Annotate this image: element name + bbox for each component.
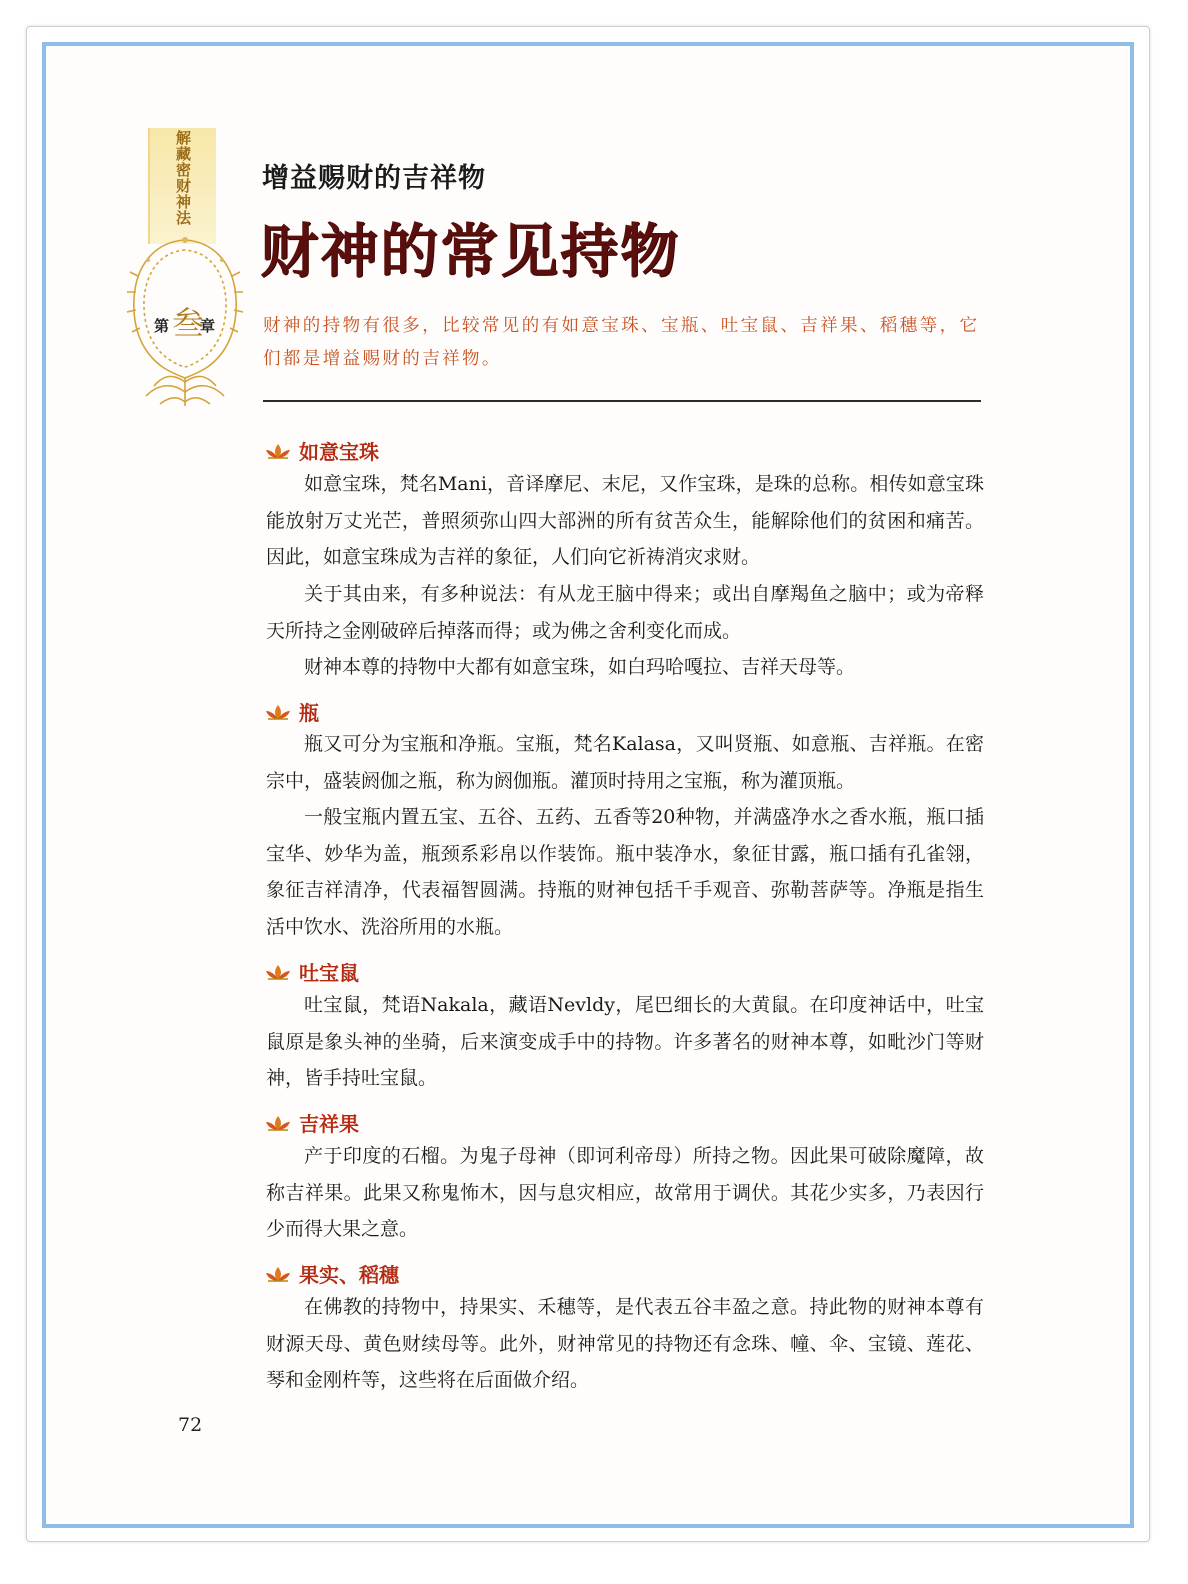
chapter-suffix: 章 (200, 317, 216, 335)
section-paragraph: 关于其由来，有多种说法：有从龙王脑中得来；或出自摩羯鱼之脑中；或为帝释天所持之金刚破碎后掉落而得；或为佛之舍利变化而成。 (266, 583, 984, 642)
section-paragraph: 产于印度的石榴。为鬼子母神（即诃利帝母）所持之物。因此果可破除魔障，故称吉祥果。此果又称鬼怖木，因与息灾相应，故常用于调伏。其花少实多，乃表因行少而得大果之意。 (266, 1145, 984, 1240)
page-number: 72 (178, 1414, 203, 1436)
page-kicker: 增益赐财的吉祥物 (262, 163, 486, 194)
section-heading-guoshi-daosui (264, 1259, 399, 1288)
page-title: 财神的常见持物 (260, 217, 681, 285)
header-divider (263, 400, 981, 402)
section-heading-label: 如意宝珠 (299, 440, 379, 464)
section-paragraph: 一般宝瓶内置五宝、五谷、五药、五香等20种物，并满盛净水之香水瓶，瓶口插宝华、妙华为盖，瓶颈系彩帛以作装饰。瓶中装净水，象征甘露，瓶口插有孔雀翎，象征吉祥清净，代表福智圆满。持瓶的财神包括千手观音、弥勒菩萨等。净瓶是指生活中饮水、洗浴所用的水瓶。 (266, 806, 984, 938)
lotus-icon (264, 703, 292, 721)
side-tab-label: 解藏密财神法 (174, 130, 192, 226)
section-paragraph: 如意宝珠，梵名Mani，音译摩尼、末尼，又作宝珠，是珠的总称。相传如意宝珠能放射万丈光芒，普照须弥山四大部洲的所有贫苦众生，能解除他们的贫困和痛苦。因此，如意宝珠成为吉祥的象征，人们向它祈祷消灾求财。 (266, 473, 984, 568)
intro-paragraph: 财神的持物有很多，比较常见的有如意宝珠、宝瓶、吐宝鼠、吉祥果、稻穗等，它们都是增益赐财的吉祥物。 (263, 316, 980, 369)
section-heading-ping (264, 697, 319, 726)
lotus-icon (264, 1114, 292, 1132)
section-heading-jixiangguo (264, 1108, 359, 1137)
section-paragraph: 瓶又可分为宝瓶和净瓶。宝瓶，梵名Kalasa，又叫贤瓶、如意瓶、吉祥瓶。在密宗中，盛装阏伽之瓶，称为阏伽瓶。灌顶时持用之宝瓶，称为灌顶瓶。 (266, 733, 984, 792)
section-heading-label: 吐宝鼠 (299, 961, 359, 985)
section-paragraph: 财神本尊的持物中大都有如意宝珠，如白玛哈嘎拉、吉祥天母等。 (304, 656, 856, 678)
chapter-prefix: 第 (154, 317, 170, 335)
chapter-number: 叁 (172, 304, 205, 342)
lotus-icon (264, 1265, 292, 1283)
lotus-icon (264, 963, 292, 981)
section-heading-ruyi-baozhu (264, 436, 379, 465)
section-heading-label: 瓶 (299, 701, 319, 725)
section-paragraph: 在佛教的持物中，持果实、禾穗等，是代表五谷丰盈之意。持此物的财神本尊有财源天母、黄色财续母等。此外，财神常见的持物还有念珠、幢、伞、宝镜、莲花、琴和金刚杵等，这些将在后面做介绍。 (266, 1296, 984, 1391)
section-heading-label: 吉祥果 (299, 1112, 359, 1136)
section-heading-label: 果实、稻穗 (299, 1263, 399, 1287)
section-heading-tubaoshu (264, 957, 359, 986)
lotus-icon (264, 442, 292, 460)
section-paragraph: 吐宝鼠，梵语Nakala，藏语Nevldy，尾巴细长的大黄鼠。在印度神话中，吐宝鼠原是象头神的坐骑，后来演变成手中的持物。许多著名的财神本尊，如毗沙门等财神，皆手持吐宝鼠。 (266, 994, 984, 1089)
